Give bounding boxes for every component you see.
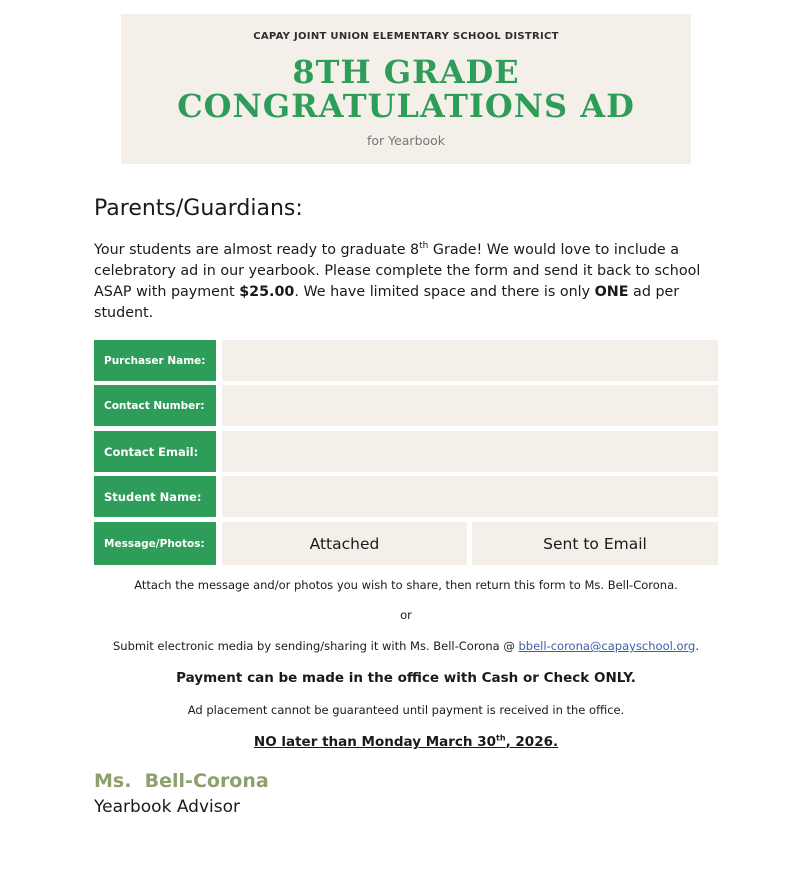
contact-number-row	[94, 385, 718, 426]
payment-notice: Payment can be made in the office with Cash or Check ONLY.	[176, 670, 636, 686]
contact-email-field[interactable]	[222, 431, 718, 472]
placement-notice: Ad placement cannot be guaranteed until payment is received in the office.	[187, 703, 625, 717]
intro-paragraph	[94, 240, 724, 324]
page-title	[121, 55, 691, 123]
purchaser-name-field[interactable]	[222, 340, 718, 381]
intro-ordinal: th	[419, 241, 429, 252]
contact-number-label: Contact Number:	[94, 385, 216, 426]
header-banner	[121, 14, 691, 164]
message-photos-row	[94, 522, 718, 565]
attached-option[interactable]: Attached	[222, 522, 467, 565]
contact-email-label: Contact Email:	[94, 431, 216, 472]
contact-number-field[interactable]	[222, 385, 718, 426]
purchaser-name-label: Purchaser Name:	[94, 340, 216, 381]
deadline-ordinal: th	[496, 733, 506, 743]
sent-to-email-option[interactable]: Sent to Email	[472, 522, 718, 565]
district-name: CAPAY JOINT UNION ELEMENTARY SCHOOL DISTRICT	[253, 31, 559, 42]
signature-title: Yearbook Advisor	[94, 797, 240, 817]
message-photos-label: Message/Photos:	[94, 522, 216, 565]
attach-instructions: Attach the message and/or photos you wish to share, then return this form to Ms. Bell-Corona.	[134, 578, 678, 592]
intro-price: $25.00	[239, 284, 295, 300]
contact-email-row	[94, 431, 718, 472]
student-name-field[interactable]	[222, 476, 718, 517]
purchaser-name-row	[94, 340, 718, 381]
deadline-notice	[0, 734, 812, 750]
student-name-row	[94, 476, 718, 517]
greeting-heading: Parents/Guardians:	[94, 196, 303, 221]
intro-text-4: ad per student.	[94, 284, 680, 321]
deadline-suffix: , 2026.	[505, 734, 559, 750]
deadline-text	[254, 734, 558, 750]
intro-text-2: Grade! We would love to include a celebratory ad in our yearbook. Please complete the form and send it back to school ASAP with payment	[94, 242, 701, 300]
intro-text-3: . We have limited space and there is only	[294, 284, 595, 300]
submit-suffix: .	[695, 639, 699, 653]
signature-name: Ms. Bell-Corona	[94, 770, 269, 792]
intro-text-1: Your students are almost ready to graduate 8	[94, 242, 420, 258]
page-subtitle: for Yearbook	[366, 133, 446, 148]
deadline-prefix: NO later than Monday March 30	[253, 734, 497, 750]
submit-instructions	[0, 639, 812, 653]
submit-prefix: Submit electronic media by sending/sharing it with Ms. Bell-Corona @	[112, 639, 519, 653]
advisor-email-link[interactable]: bbell-corona@capayschool.org	[518, 639, 696, 653]
or-separator: or	[400, 608, 412, 622]
title-line-1: 8TH GRADE	[292, 53, 520, 91]
student-name-label: Student Name:	[94, 476, 216, 517]
intro-emphasis: ONE	[594, 284, 629, 300]
title-line-2: CONGRATULATIONS AD	[177, 87, 635, 125]
